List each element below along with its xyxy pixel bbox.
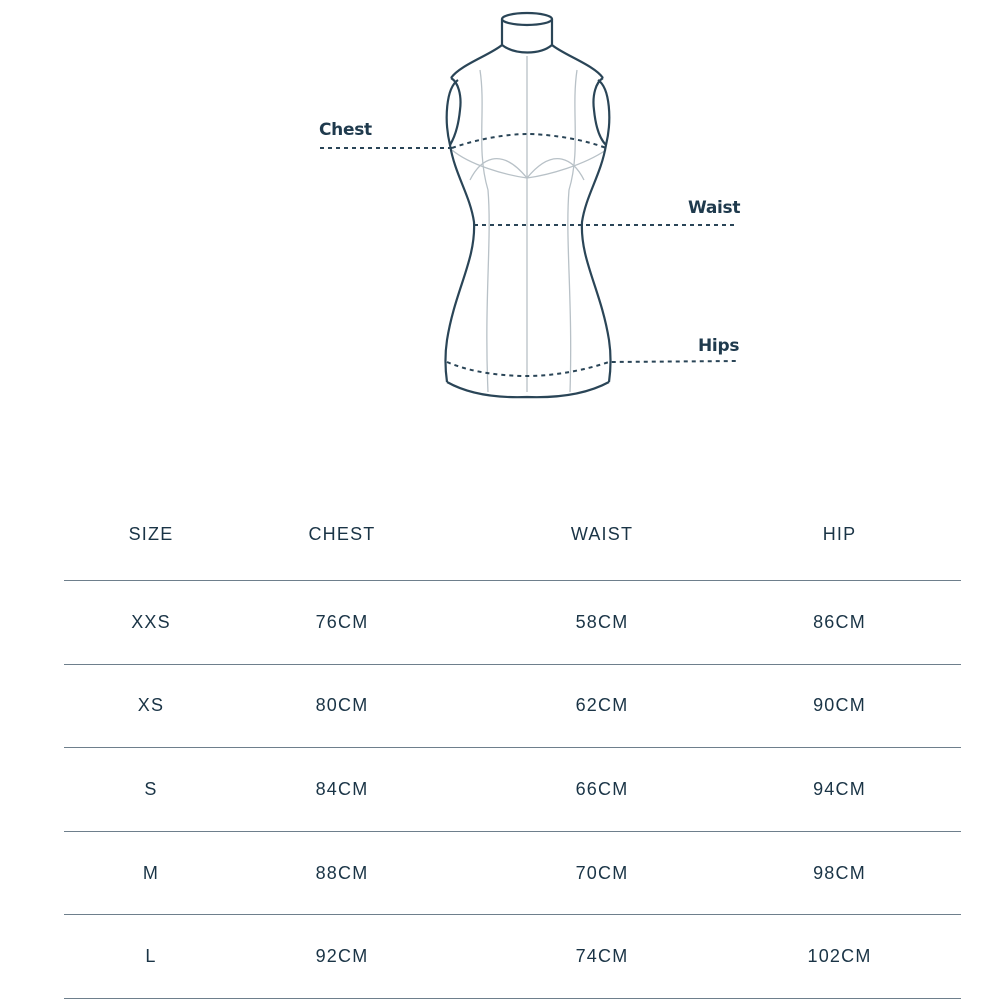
- size-cell: XS: [137, 695, 165, 716]
- right-seam: [568, 70, 577, 392]
- hip-cell: 94CM: [813, 778, 866, 799]
- chest-cell: 92CM: [315, 946, 369, 967]
- table-row: [64, 832, 961, 916]
- waist-cell: 62CM: [575, 695, 629, 716]
- header-waist: WAIST: [570, 524, 634, 544]
- chest-cell: 84CM: [315, 778, 369, 799]
- waist-cell: 70CM: [575, 862, 629, 883]
- hip-cell: 90CM: [813, 695, 866, 716]
- size-chart-table: [64, 489, 961, 999]
- hips-label: Hips: [698, 336, 740, 356]
- hip-cell: 86CM: [813, 611, 866, 632]
- chest-label: Chest: [319, 120, 372, 140]
- size-cell: XXS: [131, 611, 171, 632]
- header-hip: HIP: [822, 524, 857, 544]
- right-neck-shoulder: [552, 19, 603, 78]
- table-row: [64, 665, 961, 749]
- size-cell: L: [145, 946, 157, 967]
- table-row: [64, 915, 961, 999]
- hips-line: [447, 361, 736, 376]
- left-torso-edge: [445, 80, 474, 382]
- mannequin-diagram: [0, 0, 1000, 420]
- size-cell: M: [142, 862, 160, 883]
- chest-cell: 76CM: [315, 611, 369, 632]
- chest-cell: 88CM: [315, 862, 369, 883]
- header-chest: CHEST: [308, 524, 376, 544]
- table-header-row: [64, 489, 961, 581]
- waist-cell: 74CM: [575, 946, 629, 967]
- table-row: [64, 748, 961, 832]
- waist-cell: 58CM: [575, 611, 629, 632]
- waist-cell: 66CM: [575, 778, 629, 799]
- mannequin-outline: [445, 13, 610, 397]
- mannequin-illustration: [0, 0, 1000, 420]
- base-curve: [447, 382, 609, 397]
- left-neck-shoulder: [451, 19, 502, 78]
- size-cell: S: [144, 778, 158, 799]
- header-size: SIZE: [128, 524, 174, 544]
- table-row: [64, 581, 961, 665]
- chest-line-front: [452, 134, 606, 148]
- measurement-lines: [320, 134, 736, 376]
- hip-cell: 98CM: [813, 862, 866, 883]
- left-seam: [480, 70, 489, 392]
- neck-top: [502, 13, 552, 25]
- hip-cell: 102CM: [807, 946, 872, 967]
- bust-curve-lower: [452, 150, 606, 178]
- neck-base: [502, 45, 552, 53]
- waist-label: Waist: [688, 198, 741, 218]
- chest-cell: 80CM: [315, 695, 369, 716]
